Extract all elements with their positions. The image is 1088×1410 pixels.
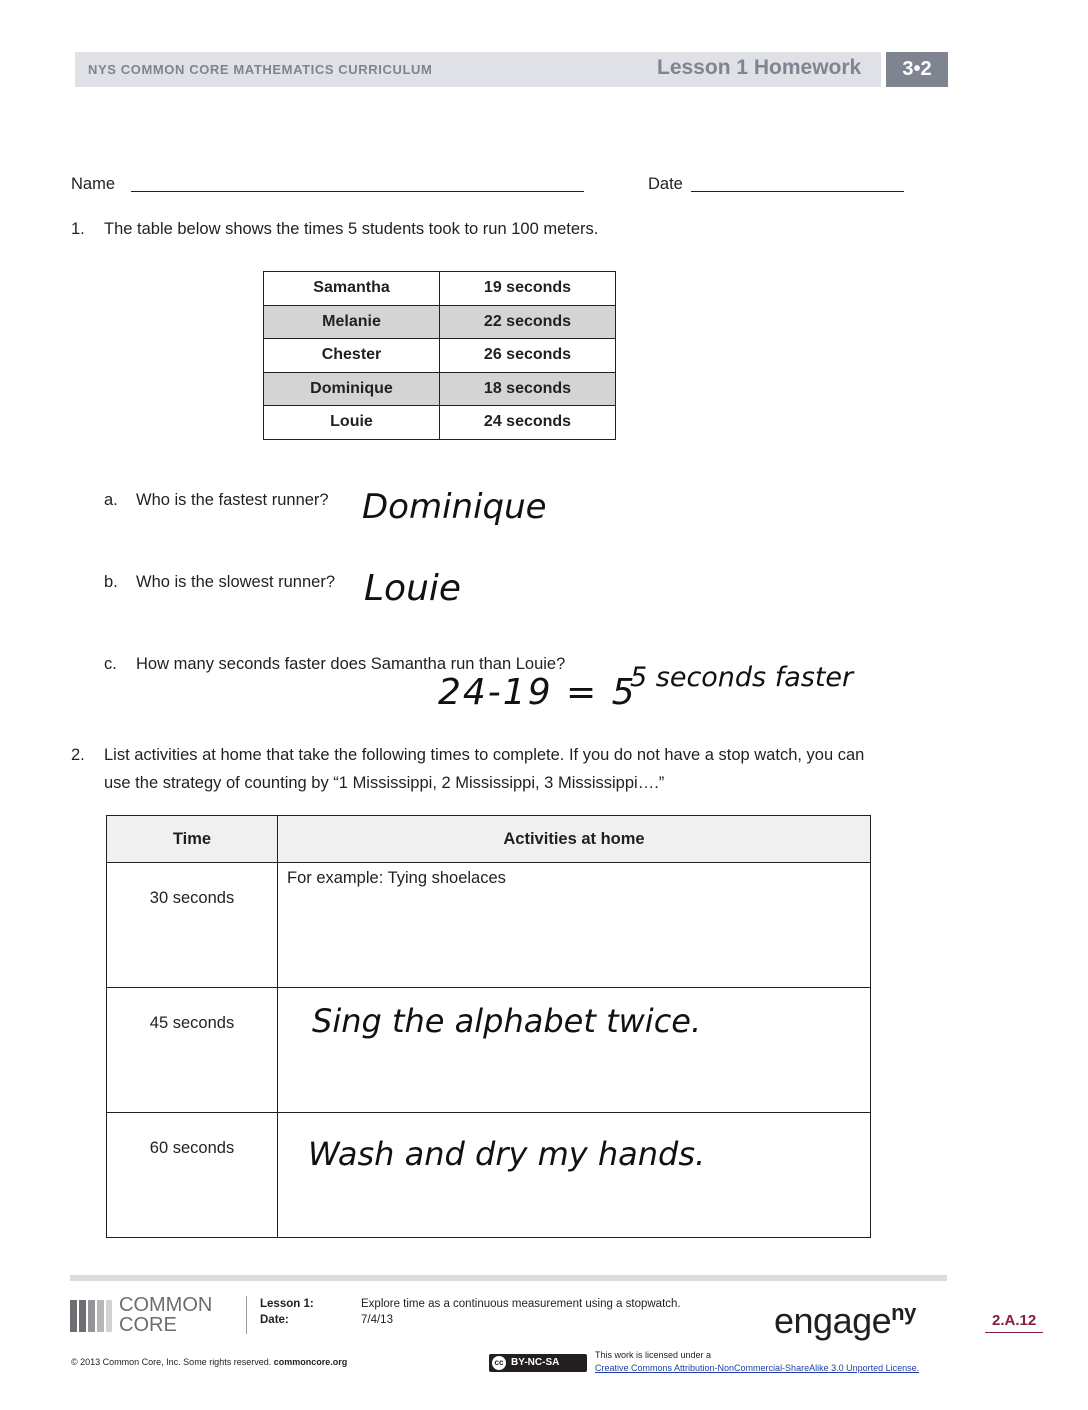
date-label: Date [648,175,683,193]
activity-cell[interactable] [278,1113,871,1238]
q1-number: 1. [71,220,85,238]
q1c-answer: 5 seconds faster [630,662,854,693]
activity-example: For example: Tying shoelaces [287,869,506,887]
common-core-logo-icon [70,1298,112,1332]
q1-prompt: The table below shows the times 5 students took to run 100 meters. [104,220,599,238]
cc-icon: cc [492,1356,506,1370]
module-badge: 3•2 [886,52,948,87]
license-link[interactable]: Creative Commons Attribution-NonCommercial-ShareAlike 3.0 Unported License. [595,1363,920,1373]
runner-time: 22 seconds [440,305,616,339]
footer-date-value: 7/4/13 [361,1314,393,1326]
q1b-question: Who is the slowest runner? [136,573,336,591]
col-activities-header: Activities at home [278,816,871,863]
curriculum-title: NYS COMMON CORE MATHEMATICS CURRICULUM [88,62,433,77]
footer-date-label: Date: [260,1314,289,1326]
page-code-underline [985,1332,1043,1333]
q2-prompt-line2: use the strategy of counting by “1 Mississippi, 2 Mississippi, 3 Mississippi….” [104,774,665,792]
page-code: 2.A.12 [992,1312,1037,1329]
footer-lesson-label: Lesson 1: [260,1298,314,1310]
activity-answer: Wash and dry my hands. [308,1135,706,1173]
time-cell: 45 seconds [107,988,278,1113]
runner-time: 24 seconds [440,406,616,440]
table-row [264,339,616,373]
table-row [107,863,871,988]
runner-name: Dominique [264,372,440,406]
footer-divider [246,1296,247,1334]
activity-cell[interactable] [278,863,871,988]
cc-badge-text: BY-NC-SA [511,1357,560,1368]
copyright-text [71,1357,347,1367]
runner-name: Chester [264,339,440,373]
footer-rule [70,1275,947,1281]
runner-table [263,271,616,440]
q2-number: 2. [71,746,85,764]
col-time-header: Time [107,816,278,863]
runner-name: Louie [264,406,440,440]
license-line: This work is licensed under a [595,1350,712,1360]
cc-license-badge [489,1354,587,1372]
engageny-logo [774,1300,916,1342]
activity-answer: Sing the alphabet twice. [312,1002,702,1040]
q1c-question: How many seconds faster does Samantha run than Louie? [136,655,566,673]
table-row [264,372,616,406]
q2-prompt-line1: List activities at home that take the following times to complete. If you do not have a stop watch, you can [104,746,865,764]
runner-name: Melanie [264,305,440,339]
table-row [107,1113,871,1238]
copyright-main: © 2013 Common Core, Inc. Some rights reserved. [71,1357,272,1367]
activity-cell[interactable] [278,988,871,1113]
logo-text-core: CORE [119,1314,177,1336]
name-label: Name [71,175,116,193]
table-row [264,272,616,306]
engage-text: engage [774,1300,892,1341]
copyright-site: commoncore.org [273,1357,348,1367]
name-line[interactable] [131,191,584,192]
q1b-answer: Louie [364,568,462,609]
runner-time: 19 seconds [440,272,616,306]
q1a-question: Who is the fastest runner? [136,491,329,509]
q1c-label: c. [104,655,117,673]
table-row [264,406,616,440]
activities-table [106,815,871,1238]
lesson-title: Lesson 1 Homework [657,56,862,79]
time-cell: 30 seconds [107,863,278,988]
footer-lesson-desc: Explore time as a continuous measurement using a stopwatch. [361,1298,681,1310]
engage-ny-text: ny [891,1300,916,1325]
table-header-row [107,816,871,863]
q1b-label: b. [104,573,118,591]
q1a-answer: Dominique [362,487,547,527]
table-row [107,988,871,1113]
date-line[interactable] [691,191,904,192]
time-cell: 60 seconds [107,1113,278,1238]
runner-time: 18 seconds [440,372,616,406]
table-row [264,305,616,339]
runner-time: 26 seconds [440,339,616,373]
logo-text-common: COMMON [119,1294,213,1316]
q1c-work: 24-19 = 5 [438,672,637,713]
runner-name: Samantha [264,272,440,306]
q1a-label: a. [104,491,118,509]
